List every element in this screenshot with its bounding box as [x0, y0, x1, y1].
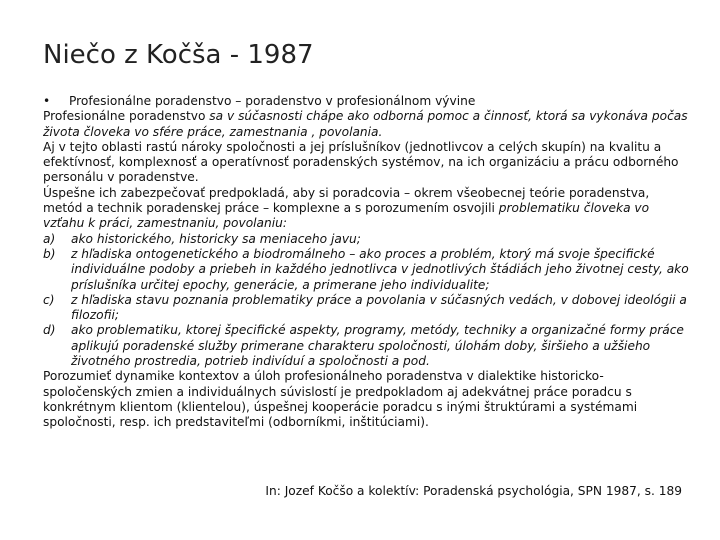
paragraph-3-italic: problematiku človeka vo vzťahu k práci, zamestnaniu, povolaniu: — [43, 201, 650, 231]
bullet-text: Profesionálne poradenstvo – poradenstvo v profesionálnom vývine — [69, 94, 476, 108]
list-item-b — [43, 247, 691, 293]
paragraph-3 — [43, 186, 691, 232]
list-text: ako historického, historicky sa meniaceho javu; — [71, 231, 361, 246]
list-item-d — [43, 323, 691, 369]
bullet-marker: • — [43, 94, 51, 108]
list-item-c — [43, 293, 691, 324]
list-marker: c) — [43, 292, 55, 307]
list-marker: b) — [43, 246, 56, 261]
list-marker: a) — [43, 231, 56, 246]
bullet-line — [43, 94, 691, 109]
list-item-a — [43, 232, 691, 247]
citation: In: Jozef Kočšo a kolektív: Poradenská psychológia, SPN 1987, s. 189 — [265, 484, 682, 498]
slide-title: Niečo z Kočša - 1987 — [43, 40, 314, 70]
paragraph-4: Porozumieť dynamike kontextov a úloh profesionálneho poradenstva v dialektike historicko-spoločenských zmien a individuálnych súvislostí je predpokladom aj adekvátnej práce poradcu s konkrétnym klientom (klientelou), úspešnej kooperácie poradcu s inými štruktúrami a systémami spoločnosti, resp. ich predstaviteľmi (odborníkmi, inštitúciami). — [43, 369, 638, 430]
list-text: z hľadiska stavu poznania problematiky práce a povolania v súčasných vedách, v dobovej ideológii a filozofii; — [71, 292, 687, 323]
paragraph-1 — [43, 109, 691, 140]
list-text: ako problematiku, ktorej špecifické aspekty, programy, metódy, techniky a organizačné formy práce aplikujú poradenské služby primerane charakteru spoločnosti, úlohám doby, širšieho a užšieho životného prostredia, potrieb indivíduí a spoločnosti a pod. — [71, 323, 684, 369]
paragraph-3-plain: Úspešne ich zabezpečovať predpokladá, aby si poradcovia – okrem všeobecnej teórie poradenstva, metód a technik poradenskej práce – komplexne a s porozumením osvojili — [43, 185, 650, 216]
paragraph-1-lead: Profesionálne poradenstvo — [43, 109, 206, 124]
paragraph-2: Aj v tejto oblasti rastú nároky spoločnosti a jej príslušníkov (jednotlivcov a celých skupín) na kvalitu a efektívnosť, komplexnosť a operatívnosť poradenských systémov, na ich organizáciu a prácu odborného personálu v poradenstve. — [43, 139, 679, 185]
slide-body — [43, 94, 691, 431]
list-marker: d) — [43, 323, 56, 338]
paragraph-1-rest: sa v súčasnosti chápe ako odborná pomoc a činnosť, ktorá sa vykonáva počas života človeka vo sfére práce, zamestnania , povolania. — [43, 109, 688, 139]
list-text: z hľadiska ontogenetického a biodromálneho – ako proces a problém, ktorý má svoje špecifické individuálne podoby a priebeh in každého jednotlivca v jednotlivých štádiách jeho životnej cesty, ako príslušníka určitej epochy, generácie, a primerane jeho individualite; — [71, 246, 689, 292]
